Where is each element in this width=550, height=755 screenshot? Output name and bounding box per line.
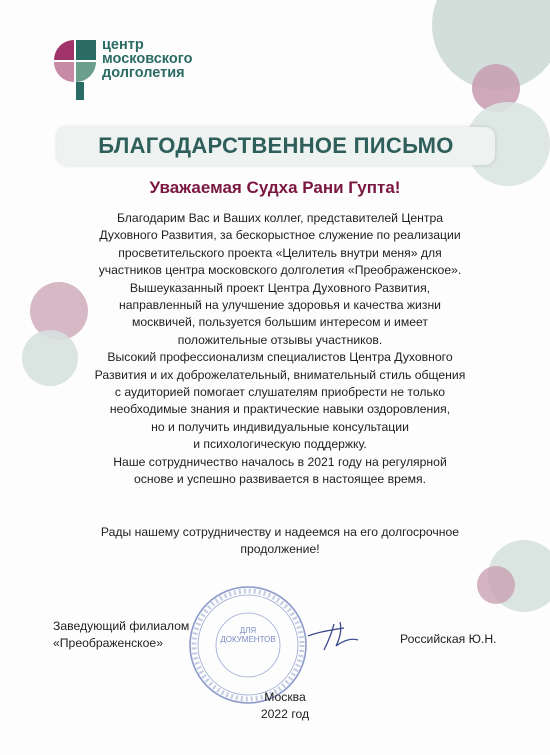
text-line: Рады нашему сотрудничеству и надеемся на его долгосрочное: [100, 525, 460, 539]
letter-title: БЛАГОДАРСТВЕННОЕ ПИСЬМО: [98, 133, 454, 158]
signatory-name: Российская Ю.Н.: [400, 632, 497, 646]
text-line: Благодарим Вас и Ваших коллег, представителей Центра: [116, 211, 444, 225]
letter-footer: [0, 689, 550, 723]
letter-body: [50, 210, 510, 489]
text-line: положительные отзывы участников.: [177, 332, 383, 347]
signatory-position: [53, 618, 189, 652]
logo-line: центр: [102, 37, 144, 53]
text-line: Высокий профессионализм специалистов Центра Духовного: [107, 350, 453, 365]
text-line: москвичей, пользуется большим интересом и имеет: [132, 315, 428, 330]
text-line: необходимые знания и практические навыки оздоровления,: [109, 402, 451, 417]
position-line: «Преображенское»: [53, 636, 163, 650]
logo-line: московского: [102, 51, 193, 67]
position-line: Заведующий филиалом: [53, 619, 190, 633]
text-line: но и получить индивидуальные консультации: [151, 419, 409, 434]
greeting: Уважаемая Судха Рани Гупта!: [149, 178, 401, 197]
decor-circle: [477, 566, 515, 604]
handwritten-signature: [304, 618, 362, 652]
letter-closing: [40, 524, 520, 559]
logo-mark-icon: [52, 38, 98, 100]
footer-year: 2022 год: [260, 707, 310, 721]
text-line: с аудиторией помогает слушателям приобрести не только: [114, 385, 446, 400]
text-line: основе и успешно развивается в настоящее время.: [134, 472, 426, 487]
text-line: просветительского проекта «Целитель внутри меня» для: [118, 245, 442, 260]
text-line: Развития и их доброжелательный, внимательный стиль общения: [94, 367, 466, 382]
svg-text:ДЛЯДОКУМЕНТОВ: ДЛЯ ДОКУМЕНТОВ: [220, 626, 276, 644]
logo-line: долголетия: [102, 65, 185, 81]
footer-city: Москва: [264, 690, 306, 704]
text-line: Вышеуказанный проект Центра Духовного Развития,: [129, 280, 431, 295]
text-line: Духовного Развития, за бескорыстное служение по реализации: [99, 228, 461, 243]
logo-wordmark: [102, 38, 192, 80]
text-line: и психологическую поддержку.: [193, 437, 367, 452]
text-line: участников центра московского долголетия «Преображенское».: [98, 263, 462, 278]
organization-logo: [52, 38, 227, 104]
text-line: продолжение!: [240, 542, 320, 557]
text-line: направленный на улучшение здоровья и качества жизни: [119, 298, 441, 313]
title-banner: [57, 127, 495, 165]
text-line: Наше сотрудничество началось в 2021 году на регулярной: [113, 454, 447, 469]
